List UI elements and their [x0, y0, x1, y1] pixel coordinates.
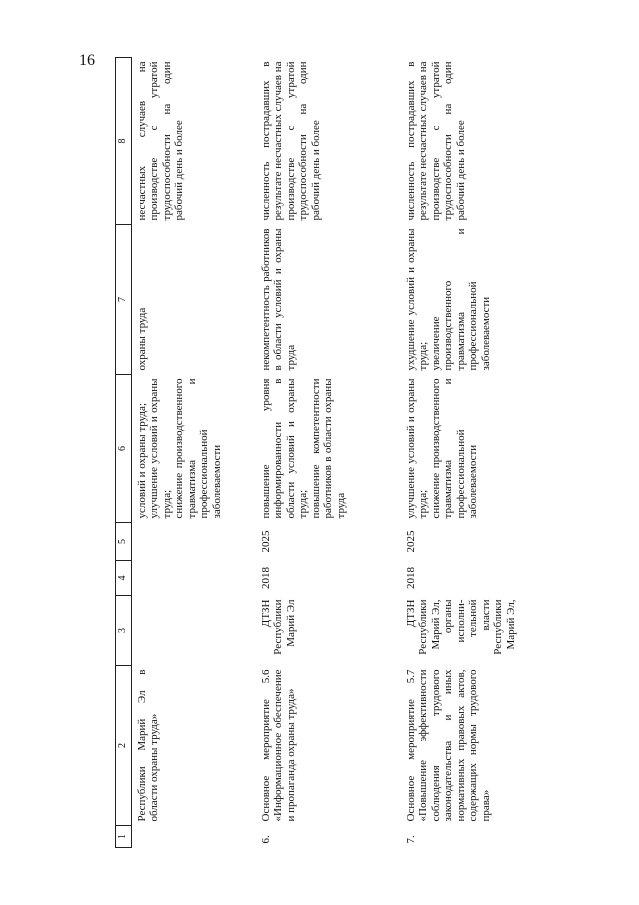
measure-name: Республики Марий Эл в области охраны труда» — [135, 669, 160, 822]
column-header: 6 — [116, 375, 132, 523]
column-header: 5 — [116, 523, 132, 561]
start-year: 2018 — [404, 567, 417, 589]
non-implementation-consequence: ухудшение условий и охраны труда; увеличение производственного травматизма и профессиональной заболеваемости — [404, 228, 492, 371]
rotated-table-container — [115, 58, 520, 848]
executor: ДТЗН Республики Марий Эл, органы исполни-тельной власти Республики Марий Эл, — [404, 599, 517, 655]
related-indicator: численность пострадавших в результате несчастных случаев на производстве с утратой трудоспособности на один рабочий день и более — [259, 61, 322, 221]
column-header: 3 — [116, 596, 132, 666]
column-header: 1 — [116, 826, 132, 848]
table-row — [248, 58, 397, 848]
table-row — [131, 58, 248, 848]
executor — [131, 596, 248, 666]
related-indicator: несчастных случаев на производстве с утратой трудоспособности на один рабочий день и более — [135, 61, 185, 221]
expected-result: улучшение условий и охраны труда; снижение производственного травматизма и профессиональной заболеваемости — [404, 378, 479, 519]
end-year: 2025 — [404, 530, 417, 553]
column-header: 8 — [116, 58, 132, 225]
executor: ДТЗН Республики Марий Эл — [259, 599, 297, 655]
table-header-row — [116, 58, 132, 848]
row-number: 7. — [404, 835, 417, 844]
row-number: 6. — [259, 835, 272, 844]
measure-name: Основное мероприятие 5.7 «Повышение эффективности соблюдения трудового законодательства и иных нормативных правовых актов, содержащих нормы трудового права» — [404, 669, 492, 822]
expected-result: повышение уровня информированности в области условий и охраны труда; повышение компетентности работников в области охраны труда — [259, 378, 347, 519]
non-implementation-consequence: некомпетентность работников в области условий и охраны труда — [259, 228, 297, 371]
column-header: 2 — [116, 666, 132, 826]
start-year — [131, 561, 248, 596]
column-header: 4 — [116, 561, 132, 596]
end-year — [131, 523, 248, 561]
related-indicator: численность пострадавших в результате несчастных случаев на производстве с утратой трудоспособности на один рабочий день и более — [404, 61, 467, 221]
end-year: 2025 — [259, 530, 272, 553]
table-row — [397, 58, 520, 848]
expected-result: условий и охраны труда; улучшение условий и охраны труда; снижение производственного травматизма и профессиональной заболеваемости — [135, 378, 223, 519]
measure-name: Основное мероприятие 5.6 «Информационное обеспечение и пропаганда охраны труда» — [259, 669, 297, 822]
start-year: 2018 — [259, 567, 272, 589]
page-number: 16 — [79, 52, 95, 69]
non-implementation-consequence: охраны труда — [135, 307, 148, 371]
row-number — [131, 826, 248, 848]
program-measures-table — [115, 57, 519, 848]
column-header: 7 — [116, 225, 132, 375]
